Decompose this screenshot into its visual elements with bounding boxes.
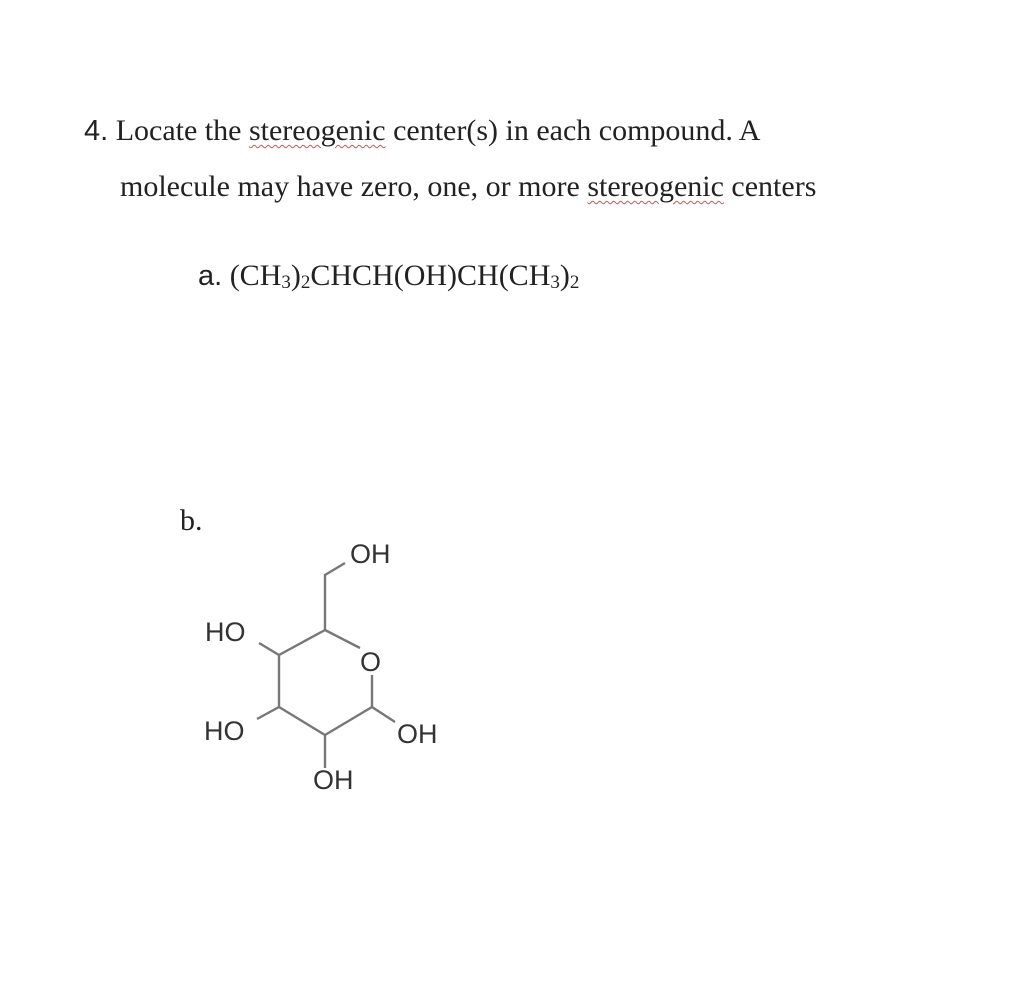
ring-bond	[279, 630, 325, 655]
part-a	[198, 258, 579, 294]
formula-subscript: 3	[550, 272, 560, 293]
question-text-part: Locate the	[108, 114, 249, 147]
ring-bond	[279, 707, 325, 735]
oh-top-label: OH	[350, 539, 391, 569]
ho-upper-label: HO	[205, 617, 246, 647]
ch2oh-bond	[325, 563, 345, 630]
question-text-part: centers	[723, 170, 817, 203]
question-line-2	[120, 169, 816, 205]
oh-right-bond	[372, 707, 395, 722]
question-text-part: center(s) in each compound. A	[385, 114, 761, 147]
formula-part: )	[559, 259, 570, 292]
formula-subscript: 2	[569, 272, 580, 293]
pyranose-structure-diagram	[195, 530, 465, 805]
formula-part: (CH	[222, 259, 282, 292]
spellcheck-flagged-word[interactable]: stereogenic	[248, 114, 386, 147]
question-number: 4.	[84, 115, 109, 147]
part-a-label: a.	[198, 260, 223, 292]
formula-subscript: 3	[281, 272, 291, 293]
ho-lower-bond	[257, 707, 279, 719]
question-line-1	[84, 113, 760, 149]
ring-bond	[325, 707, 372, 735]
ring-bond	[325, 630, 360, 648]
ring-oxygen-label: O	[360, 647, 382, 677]
ho-lower-label: HO	[204, 716, 245, 746]
formula-part: CHCH(OH)CH(CH	[310, 259, 551, 292]
oh-right-label: OH	[397, 719, 438, 749]
formula-subscript: 2	[300, 272, 311, 293]
oh-bottom-label: OH	[313, 765, 354, 795]
part-b-label: b.	[180, 504, 203, 537]
question-text-part: molecule may have zero, one, or more	[120, 170, 588, 203]
formula-part: )	[290, 259, 301, 292]
ho-upper-bond	[259, 643, 279, 655]
spellcheck-flagged-word[interactable]: stereogenic	[587, 170, 724, 203]
